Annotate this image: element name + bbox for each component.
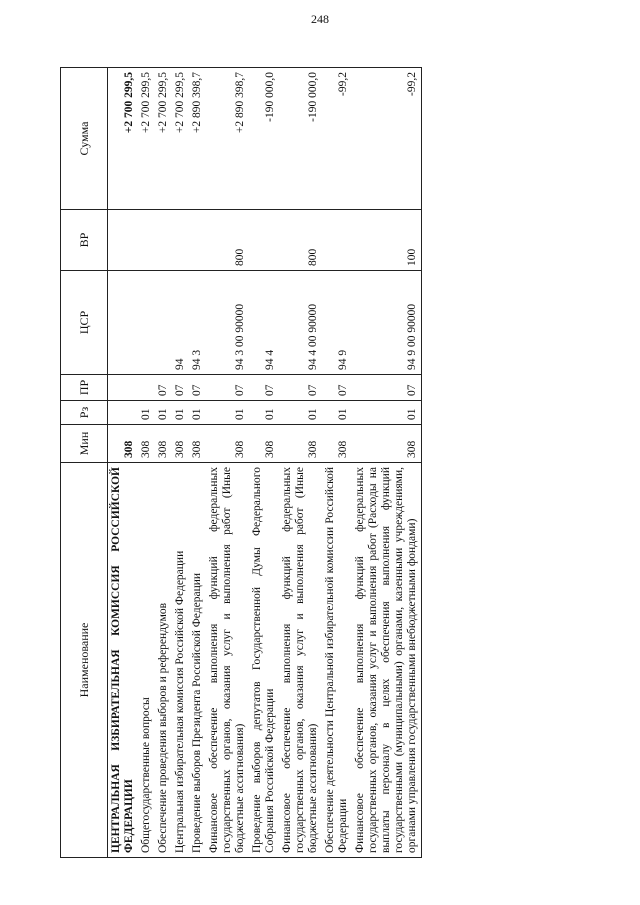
cell-pr xyxy=(138,375,155,401)
cell-name: Проведение выборов депутатов Государственной Думы Федерального Собрания Российской Федерации xyxy=(249,463,279,858)
cell-name: Финансовое обеспечение выполнения функций федеральных государственных органов, оказания услуг и выполнения работ (Иные бюджетные ассигнования) xyxy=(206,463,249,858)
header-csr: ЦСР xyxy=(61,271,108,375)
cell-sum: -190 000,0 xyxy=(279,68,322,210)
cell-pr: 07 xyxy=(322,375,352,401)
cell-min: 308 xyxy=(322,425,352,463)
table-body xyxy=(108,68,422,858)
header-name: Наименование xyxy=(61,463,108,858)
cell-csr: 94 9 00 90000 xyxy=(352,271,422,375)
table-row xyxy=(189,68,206,858)
cell-name: Общегосударственные вопросы xyxy=(138,463,155,858)
cell-min: 308 xyxy=(172,425,189,463)
cell-csr: 94 xyxy=(172,271,189,375)
cell-pr: 07 xyxy=(279,375,322,401)
cell-min: 308 xyxy=(249,425,279,463)
cell-rz: 01 xyxy=(189,401,206,425)
cell-csr: 94 9 xyxy=(322,271,352,375)
cell-min: 308 xyxy=(108,425,139,463)
cell-csr: 94 3 00 90000 xyxy=(206,271,249,375)
table-row xyxy=(172,68,189,858)
cell-rz: 01 xyxy=(352,401,422,425)
cell-csr: 94 4 00 90000 xyxy=(279,271,322,375)
header-min: Мин xyxy=(61,425,108,463)
cell-csr: 94 4 xyxy=(249,271,279,375)
cell-name: Проведение выборов Президента Российской Федерации xyxy=(189,463,206,858)
cell-rz: 01 xyxy=(249,401,279,425)
table-row xyxy=(279,68,322,858)
cell-sum: +2 700 299,5 xyxy=(172,68,189,210)
table-row xyxy=(138,68,155,858)
cell-pr: 07 xyxy=(352,375,422,401)
cell-sum: +2 700 299,5 xyxy=(138,68,155,210)
rotated-page-content xyxy=(60,68,592,858)
cell-vr xyxy=(249,210,279,271)
cell-min: 308 xyxy=(138,425,155,463)
cell-name: ЦЕНТРАЛЬНАЯ ИЗБИРАТЕЛЬНАЯ КОМИССИЯ РОССИЙСКОЙ ФЕДЕРАЦИИ xyxy=(108,463,139,858)
cell-name: Обеспечение деятельности Центральной избирательной комиссии Российской Федерации xyxy=(322,463,352,858)
cell-pr: 07 xyxy=(155,375,172,401)
cell-rz: 01 xyxy=(206,401,249,425)
cell-pr: 07 xyxy=(249,375,279,401)
cell-pr: 07 xyxy=(206,375,249,401)
table-row xyxy=(322,68,352,858)
cell-name: Центральная избирательная комиссия Российской Федерации xyxy=(172,463,189,858)
cell-rz xyxy=(108,401,139,425)
cell-sum: +2 890 398,7 xyxy=(189,68,206,210)
cell-vr xyxy=(189,210,206,271)
cell-vr: 100 xyxy=(352,210,422,271)
cell-vr xyxy=(155,210,172,271)
cell-rz: 01 xyxy=(172,401,189,425)
cell-pr: 07 xyxy=(189,375,206,401)
cell-min: 308 xyxy=(352,425,422,463)
cell-rz: 01 xyxy=(322,401,352,425)
cell-sum: +2 890 398,7 xyxy=(206,68,249,210)
cell-pr xyxy=(108,375,139,401)
cell-rz: 01 xyxy=(155,401,172,425)
cell-vr xyxy=(172,210,189,271)
header-sum: Сумма xyxy=(61,68,108,210)
cell-rz: 01 xyxy=(279,401,322,425)
cell-csr xyxy=(138,271,155,375)
cell-sum: +2 700 299,5 xyxy=(155,68,172,210)
cell-sum: -99,2 xyxy=(352,68,422,210)
budget-table xyxy=(60,67,422,858)
cell-vr xyxy=(138,210,155,271)
cell-name: Финансовое обеспечение выполнения функций федеральных государственных органов, оказания услуг и выполнения работ (Расходы на выплаты персоналу в целях обеспечения выполнения функций государственными (муниципальными) органами, казенными учреждениями, органами управления государственными внебюджетными фондами) xyxy=(352,463,422,858)
cell-vr xyxy=(322,210,352,271)
cell-csr xyxy=(108,271,139,375)
page-number: 248 xyxy=(311,12,329,26)
table-row xyxy=(108,68,139,858)
cell-min: 308 xyxy=(189,425,206,463)
cell-pr: 07 xyxy=(172,375,189,401)
cell-rz: 01 xyxy=(138,401,155,425)
cell-sum: +2 700 299,5 xyxy=(108,68,139,210)
cell-vr xyxy=(108,210,139,271)
cell-min: 308 xyxy=(206,425,249,463)
cell-name: Финансовое обеспечение выполнения функций федеральных государственных органов, оказания услуг и выполнения работ (Иные бюджетные ассигнования) xyxy=(279,463,322,858)
table-header-row xyxy=(61,68,108,858)
cell-vr: 800 xyxy=(279,210,322,271)
header-vr: ВР xyxy=(61,210,108,271)
cell-min: 308 xyxy=(155,425,172,463)
cell-csr: 94 3 xyxy=(189,271,206,375)
table-row xyxy=(352,68,422,858)
table-row xyxy=(249,68,279,858)
header-pr: ПР xyxy=(61,375,108,401)
cell-vr: 800 xyxy=(206,210,249,271)
cell-sum: -190 000,0 xyxy=(249,68,279,210)
cell-min: 308 xyxy=(279,425,322,463)
cell-sum: -99,2 xyxy=(322,68,352,210)
header-rz: Рз xyxy=(61,401,108,425)
table-row xyxy=(155,68,172,858)
cell-name: Обеспечение проведения выборов и референдумов xyxy=(155,463,172,858)
cell-csr xyxy=(155,271,172,375)
table-row xyxy=(206,68,249,858)
